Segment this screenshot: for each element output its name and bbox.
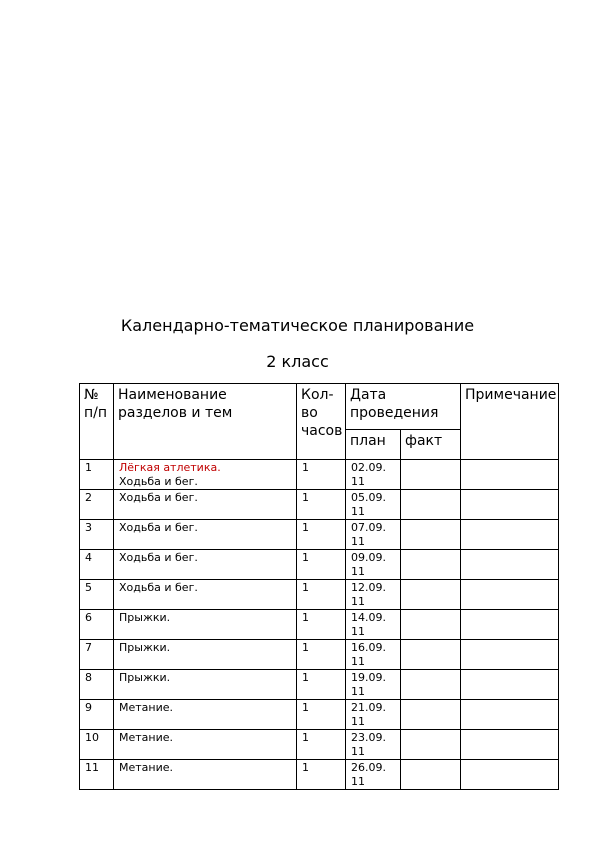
row-topic-cell [114, 700, 297, 730]
row-plan-date-cell [346, 640, 401, 670]
row-fact-cell [401, 760, 461, 790]
row-note-cell [461, 730, 559, 760]
row-hours-cell: 1 [297, 610, 346, 640]
row-note-cell [461, 550, 559, 580]
row-fact-cell [401, 670, 461, 700]
plan-date-day-month: 02.09. [351, 461, 386, 474]
row-fact-cell [401, 580, 461, 610]
row-topic-cell [114, 490, 297, 520]
row-plan-date-cell [346, 760, 401, 790]
row-num-cell: 5 [80, 580, 114, 610]
row-hours-cell: 1 [297, 520, 346, 550]
topic-text: Метание. [119, 761, 174, 774]
row-fact-cell [401, 610, 461, 640]
table-header-row [80, 384, 559, 430]
topic-text: Ходьба и бег. [119, 581, 198, 594]
table-row [80, 580, 559, 610]
row-note-cell [461, 700, 559, 730]
row-topic-cell [114, 670, 297, 700]
plan-date-year: 11 [351, 505, 365, 518]
row-plan-date-cell [346, 550, 401, 580]
row-plan-date-cell [346, 520, 401, 550]
topic-text: Ходьба и бег. [119, 551, 198, 564]
plan-date-year: 11 [351, 625, 365, 638]
topic-text: Ходьба и бег. [119, 491, 198, 504]
row-num-cell: 2 [80, 490, 114, 520]
row-fact-cell [401, 550, 461, 580]
plan-date-day-month: 21.09. [351, 701, 386, 714]
row-num-cell: 4 [80, 550, 114, 580]
plan-date-day-month: 05.09. [351, 491, 386, 504]
table-row [80, 520, 559, 550]
row-topic-cell [114, 550, 297, 580]
plan-date-year: 11 [351, 715, 365, 728]
table-row [80, 640, 559, 670]
row-note-cell [461, 760, 559, 790]
plan-date-day-month: 07.09. [351, 521, 386, 534]
row-hours-cell: 1 [297, 730, 346, 760]
row-plan-date-cell [346, 580, 401, 610]
row-note-cell [461, 520, 559, 550]
row-hours-cell: 1 [297, 640, 346, 670]
plan-date-day-month: 16.09. [351, 641, 386, 654]
row-num-cell: 11 [80, 760, 114, 790]
row-num-cell: 8 [80, 670, 114, 700]
plan-date-year: 11 [351, 655, 365, 668]
section-heading: Лёгкая атлетика. [119, 461, 221, 474]
plan-date-day-month: 09.09. [351, 551, 386, 564]
row-fact-cell [401, 640, 461, 670]
table-row [80, 490, 559, 520]
row-fact-cell [401, 700, 461, 730]
topic-text: Метание. [119, 701, 174, 714]
row-fact-cell [401, 520, 461, 550]
row-topic-cell [114, 460, 297, 490]
plan-date-year: 11 [351, 565, 365, 578]
table-row [80, 700, 559, 730]
header-plan: план [346, 430, 401, 460]
topic-text: Ходьба и бег. [119, 521, 198, 534]
row-topic-cell [114, 640, 297, 670]
table-row [80, 460, 559, 490]
row-fact-cell [401, 490, 461, 520]
row-hours-cell: 1 [297, 670, 346, 700]
header-note: Примечание [461, 384, 559, 460]
topic-text: Прыжки. [119, 671, 171, 684]
row-hours-cell: 1 [297, 460, 346, 490]
row-plan-date-cell [346, 700, 401, 730]
header-hours: Кол-во часов [297, 384, 346, 460]
plan-date-day-month: 23.09. [351, 731, 386, 744]
row-note-cell [461, 610, 559, 640]
plan-date-year: 11 [351, 535, 365, 548]
row-num-cell: 10 [80, 730, 114, 760]
row-note-cell [461, 580, 559, 610]
plan-date-day-month: 14.09. [351, 611, 386, 624]
plan-date-year: 11 [351, 775, 365, 788]
row-note-cell [461, 670, 559, 700]
plan-date-year: 11 [351, 745, 365, 758]
row-topic-cell [114, 610, 297, 640]
table-row [80, 670, 559, 700]
table-row [80, 610, 559, 640]
row-note-cell [461, 640, 559, 670]
plan-date-day-month: 12.09. [351, 581, 386, 594]
page-subtitle: 2 класс [266, 352, 329, 371]
row-plan-date-cell [346, 460, 401, 490]
header-date: Дата проведения [346, 384, 461, 430]
row-num-cell: 9 [80, 700, 114, 730]
row-topic-cell [114, 580, 297, 610]
row-hours-cell: 1 [297, 700, 346, 730]
row-plan-date-cell [346, 610, 401, 640]
plan-date-day-month: 19.09. [351, 671, 386, 684]
topic-text: Ходьба и бег. [119, 475, 198, 488]
row-hours-cell: 1 [297, 490, 346, 520]
row-num-cell: 3 [80, 520, 114, 550]
plan-date-year: 11 [351, 475, 365, 488]
row-num-cell: 1 [80, 460, 114, 490]
row-num-cell: 6 [80, 610, 114, 640]
topic-text: Прыжки. [119, 641, 171, 654]
row-hours-cell: 1 [297, 550, 346, 580]
plan-date-year: 11 [351, 685, 365, 698]
topic-text: Прыжки. [119, 611, 171, 624]
row-hours-cell: 1 [297, 760, 346, 790]
header-num: № п/п [80, 384, 114, 460]
row-note-cell [461, 490, 559, 520]
row-hours-cell: 1 [297, 580, 346, 610]
topic-text: Метание. [119, 731, 174, 744]
row-topic-cell [114, 520, 297, 550]
row-fact-cell [401, 730, 461, 760]
row-num-cell: 7 [80, 640, 114, 670]
plan-date-year: 11 [351, 595, 365, 608]
row-topic-cell [114, 730, 297, 760]
header-fact: факт [401, 430, 461, 460]
page-title: Календарно-тематическое планирование [120, 316, 475, 335]
calendar-plan-table [79, 383, 559, 790]
row-note-cell [461, 460, 559, 490]
row-fact-cell [401, 460, 461, 490]
row-topic-cell [114, 760, 297, 790]
header-name: Наименование разделов и тем [114, 384, 297, 460]
row-plan-date-cell [346, 730, 401, 760]
plan-date-day-month: 26.09. [351, 761, 386, 774]
table-row [80, 730, 559, 760]
table-row [80, 550, 559, 580]
table-row [80, 760, 559, 790]
row-plan-date-cell [346, 490, 401, 520]
row-plan-date-cell [346, 670, 401, 700]
